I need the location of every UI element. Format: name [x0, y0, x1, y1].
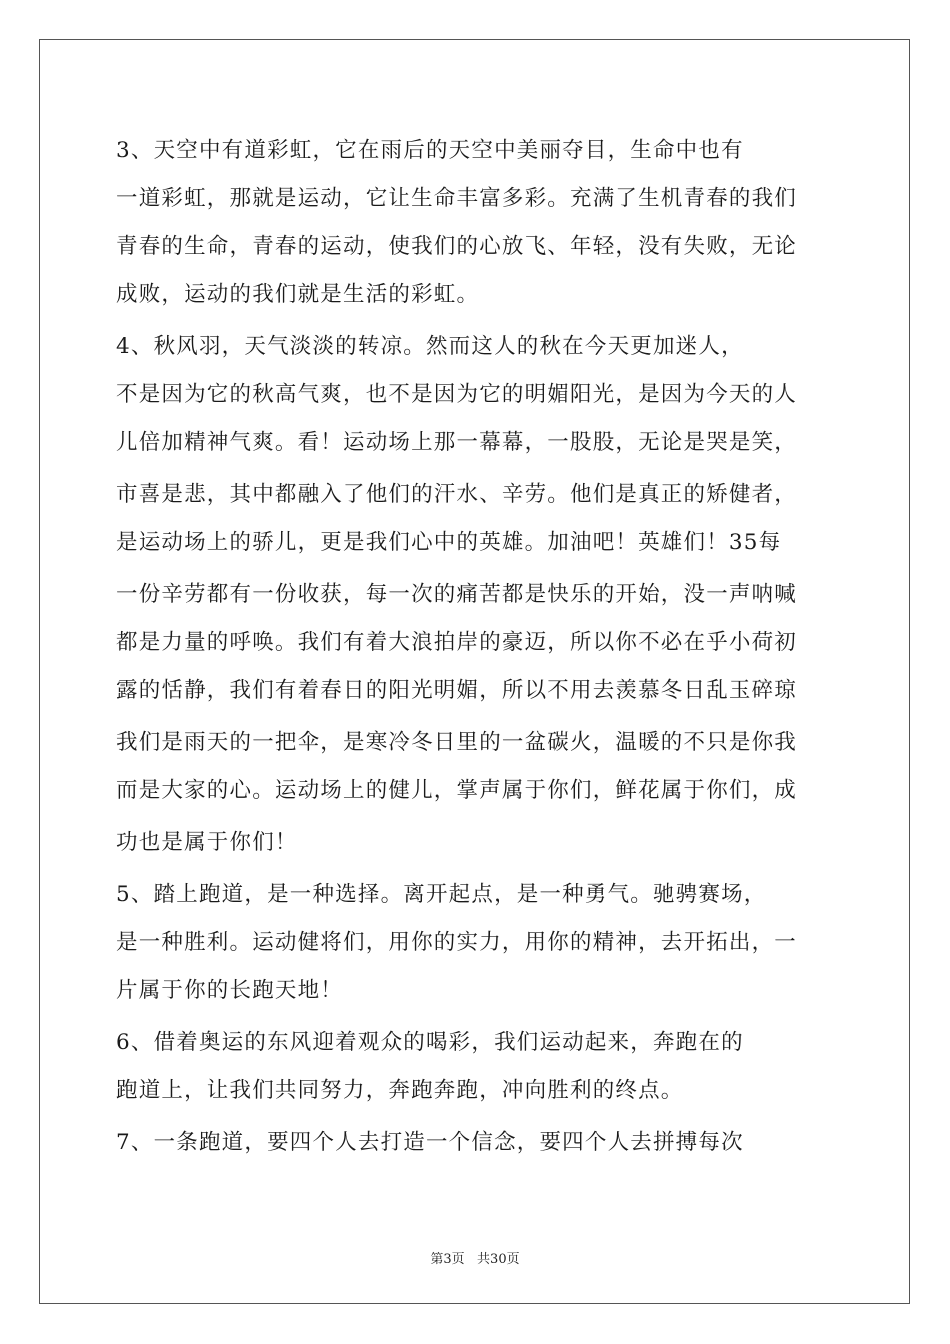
- text-line: 成败，运动的我们就是生活的彩虹。: [116, 282, 480, 307]
- text-line: 一份辛劳都有一份收获，每一次的痛苦都是快乐的开始，没一声呐喊: [116, 582, 798, 607]
- text-line: 而是大家的心。运动场上的健儿，掌声属于你们，鲜花属于你们，成: [116, 778, 798, 803]
- text-line: 4、秋风羽，天气淡淡的转凉。然而这人的秋在今天更加迷人，: [116, 334, 744, 359]
- page-number-footer: 第3页 共30页: [430, 1252, 520, 1267]
- text-line: 露的恬静，我们有着春日的阳光明媚，所以不用去羡慕冬日乱玉碎琼: [116, 678, 798, 703]
- text-line: 青春的生命，青春的运动，使我们的心放飞、年轻，没有失败，无论: [116, 234, 798, 259]
- text-line: 3、天空中有道彩虹，它在雨后的天空中美丽夺目，生命中也有: [116, 138, 744, 163]
- text-line: 市喜是悲，其中都融入了他们的汗水、辛劳。他们是真正的矫健者，: [116, 482, 798, 507]
- page-border: [39, 39, 910, 1304]
- text-line: 5、踏上跑道，是一种选择。离开起点，是一种勇气。驰骋赛场，: [116, 882, 767, 907]
- text-line: 是一种胜利。运动健将们，用你的实力，用你的精神，去开拓出，一: [116, 930, 798, 955]
- text-line: 我们是雨天的一把伞，是寒冷冬日里的一盆碳火，温暖的不只是你我: [116, 730, 798, 755]
- text-line: 儿倍加精神气爽。看！运动场上那一幕幕，一股股，无论是哭是笑，: [116, 430, 798, 455]
- text-line: 7、一条跑道，要四个人去打造一个信念，要四个人去拼搏每次: [116, 1130, 744, 1155]
- text-line: 不是因为它的秋高气爽，也不是因为它的明媚阳光，是因为今天的人: [116, 382, 798, 407]
- text-line: 片属于你的长跑天地！: [116, 978, 344, 1003]
- text-line: 6、借着奥运的东风迎着观众的喝彩，我们运动起来，奔跑在的: [116, 1030, 744, 1055]
- text-line: 是运动场上的骄儿，更是我们心中的英雄。加油吧！英雄们！35每: [116, 530, 782, 555]
- text-line: 都是力量的呼唤。我们有着大浪拍岸的豪迈，所以你不必在乎小荷初: [116, 630, 798, 655]
- text-line: 一道彩虹，那就是运动，它让生命丰富多彩。充满了生机青春的我们: [116, 186, 798, 211]
- text-line: 跑道上，让我们共同努力，奔跑奔跑，冲向胜利的终点。: [116, 1078, 684, 1103]
- text-line: 功也是属于你们！: [116, 830, 298, 855]
